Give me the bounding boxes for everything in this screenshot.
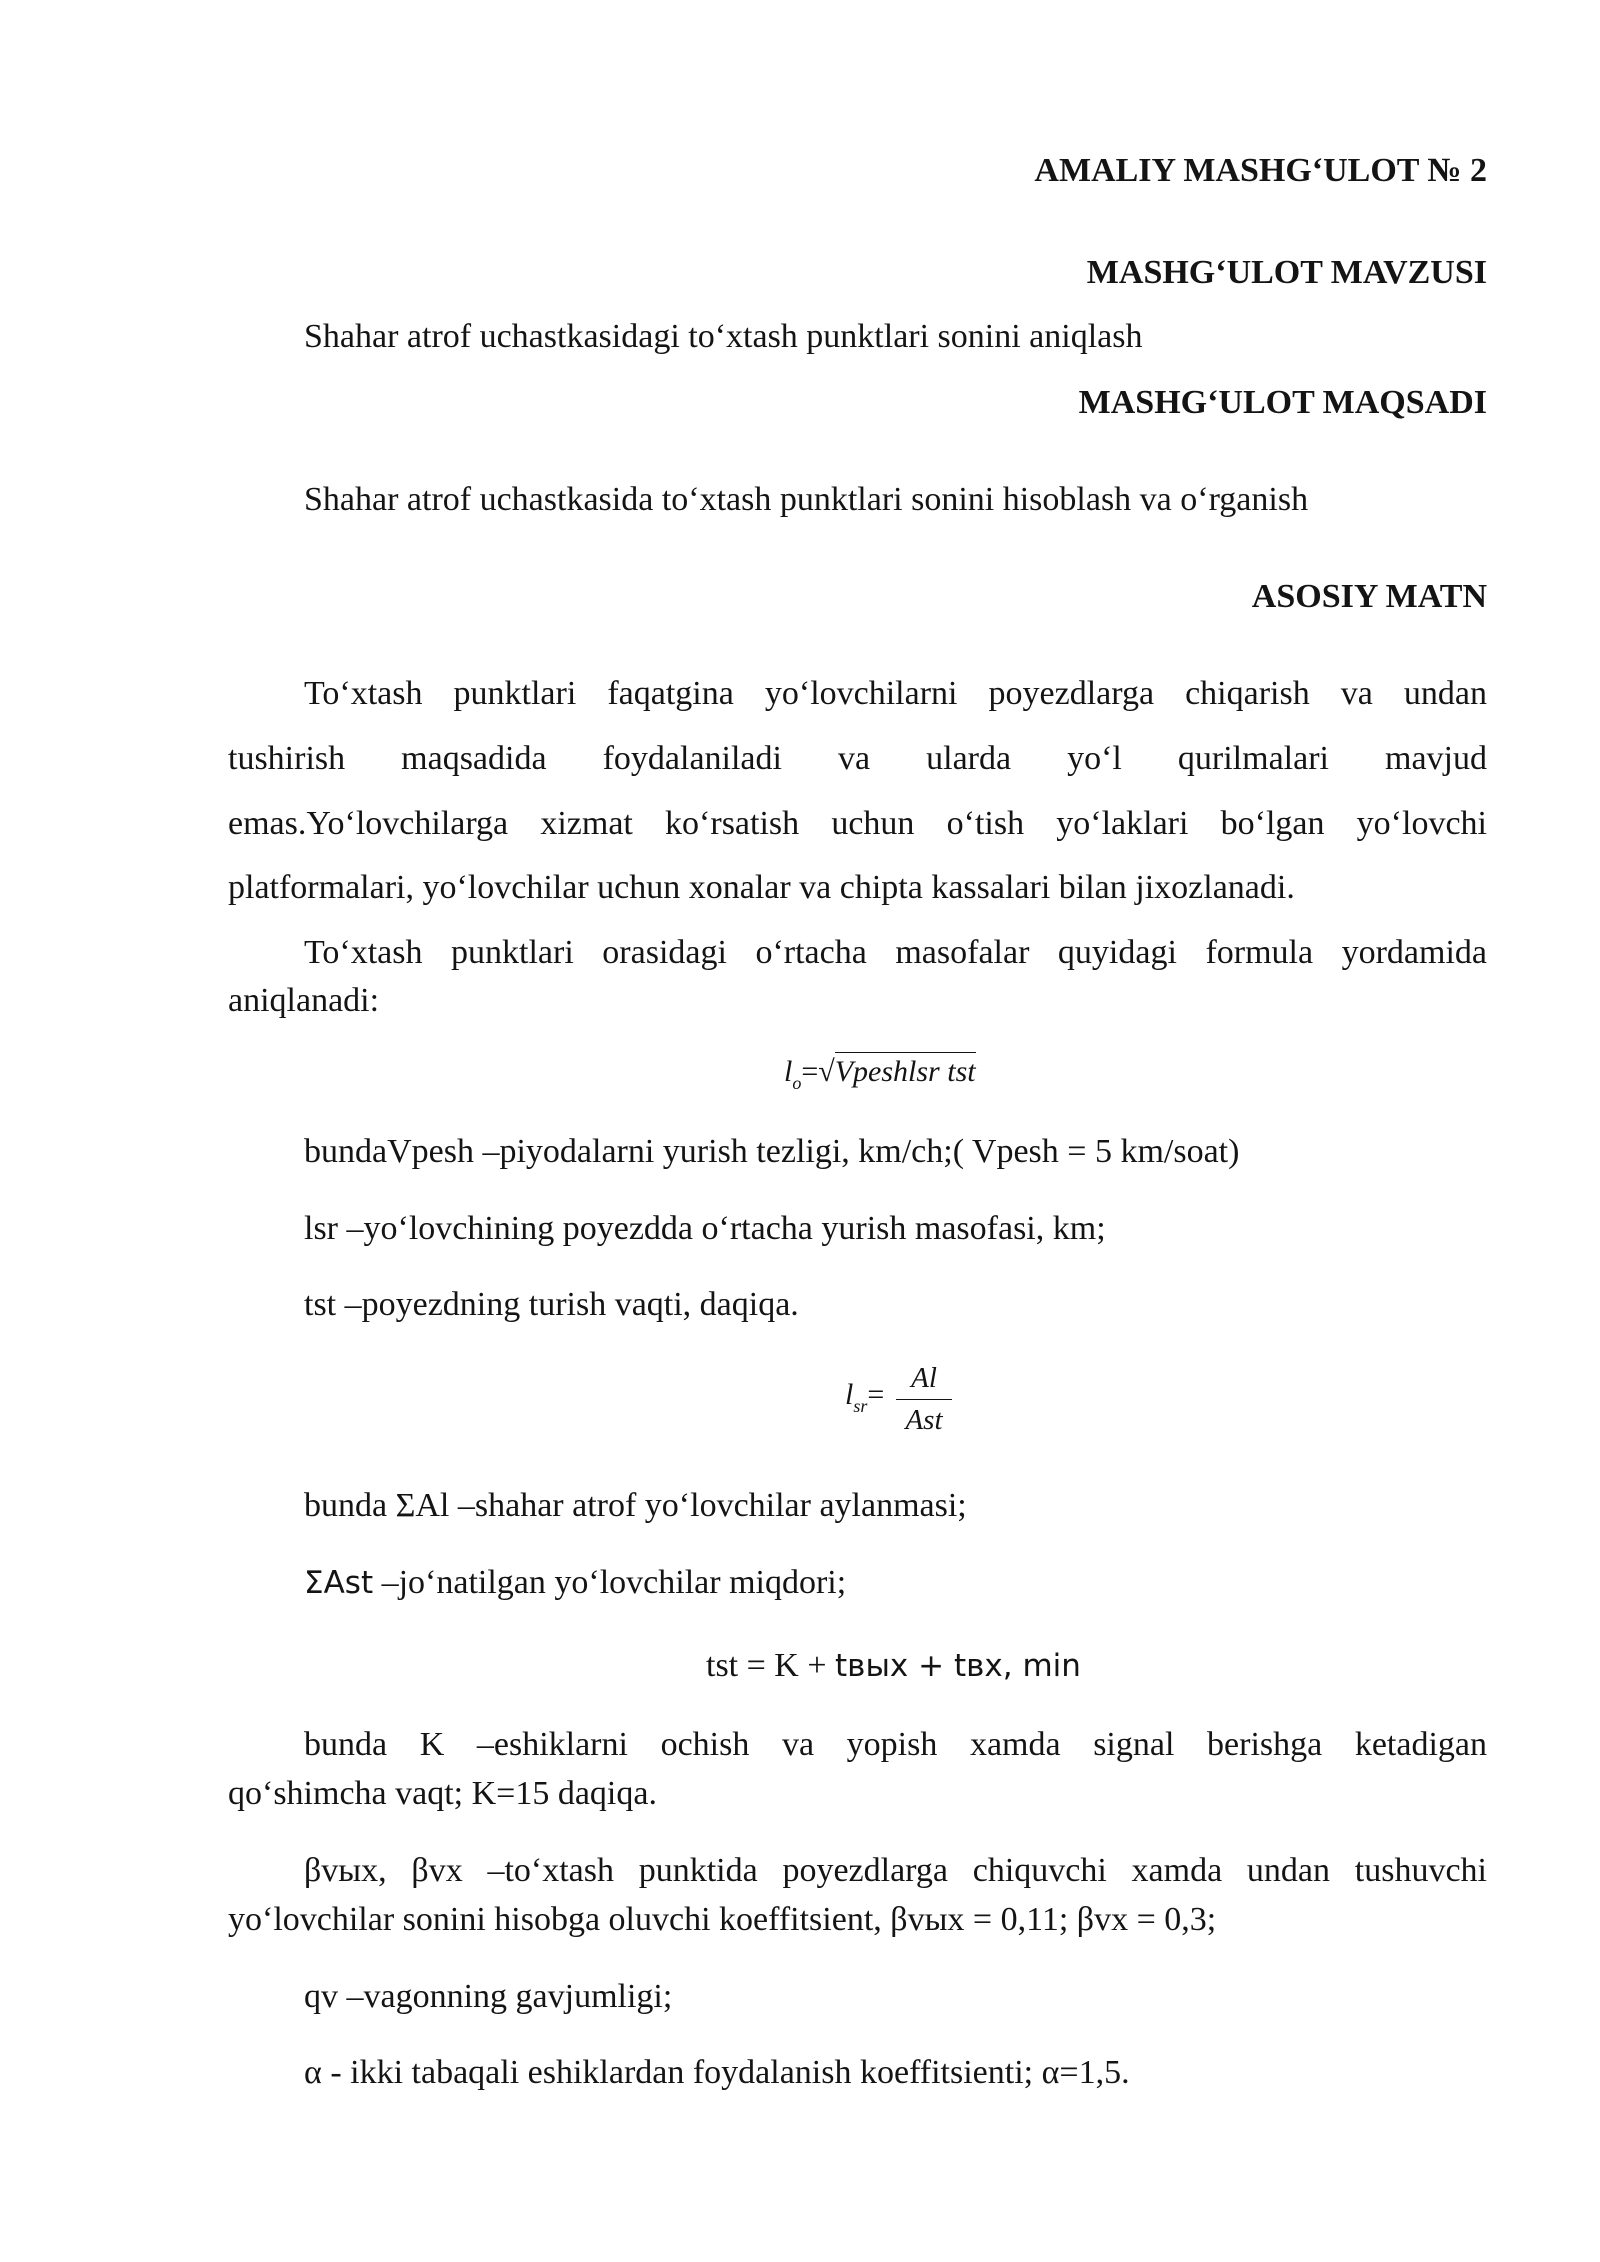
def-beta-line: βvых, βvх –to‘xtash punktida poyezdlarga chiquvchi xamda undan tushuvchi [304,1852,1487,1889]
fraction-numerator: Al [911,1362,937,1394]
def-ast [304,1564,846,1602]
formula-eq: = [801,1055,819,1088]
paragraph-line: tushirish maqsadida foydalaniladi va ularda yo‘l qurilmalari mavjud [228,740,1487,777]
goal-heading: MASHG‘ULOT MAQSADI [1078,384,1487,421]
def-qv: qv –vagonning gavjumligi; [304,1978,673,2015]
formula-lhs: l [784,1055,793,1088]
topic-heading: MASHG‘ULOT MAVZUSI [1086,254,1487,291]
document-title: AMALIY MASHG‘ULOT № 2 [1034,152,1487,189]
def-k-line: qo‘shimcha vaqt; K=15 daqiqa. [228,1775,657,1812]
main-heading: ASOSIY MATN [1251,578,1487,615]
def-beta-line: yo‘lovchilar sonini hisobga oluvchi koeffitsient, βvых = 0,11; βvх = 0,3; [228,1901,1217,1938]
fraction-denominator: Ast [905,1404,943,1436]
formula-lhs-sub: o [792,1073,802,1093]
topic-text: Shahar atrof uchastkasidagi to‘xtash punktlari sonini aniqlash [304,318,1143,355]
formula-lhs: l [845,1378,854,1411]
def-vpesh: bundaVpesh –piyodalarni yurish tezligi, km/ch;( Vpesh = 5 km/soat) [304,1133,1240,1170]
def-al: bunda ΣAl –shahar atrof yo‘lovchilar aylanmasi; [304,1487,967,1524]
formula-eq: = [867,1378,885,1411]
goal-text: Shahar atrof uchastkasida to‘xtash punktlari sonini hisoblash va o‘rganish [304,481,1309,518]
def-ast-text: –jo‘natilgan yo‘lovchilar miqdori; [373,1564,847,1601]
sqrt-sign: √ [818,1055,835,1088]
formula-lsr-fraction [896,1362,952,1437]
paragraph-line: To‘xtash punktlari faqatgina yo‘lovchilarni poyezdlarga chiqarish va undan [304,675,1487,712]
def-ast-symbol: ΣAst [304,1565,374,1601]
formula-radicand: Vpeshlsr tst [835,1052,976,1088]
formula-tst [706,1647,1081,1685]
formula-tst-part1: tst = K + [706,1647,836,1684]
fraction-bar [896,1399,952,1400]
paragraph-line: platformalari, yo‘lovchilar uchun xonalar va chipta kassalari bilan jixozlanadi. [228,869,1295,906]
formula-tst-part2: tвых + tвх, min [835,1648,1081,1684]
paragraph-line: emas.Yo‘lovchilarga xizmat ko‘rsatish uchun o‘tish yo‘laklari bo‘lgan yo‘lovchi [228,805,1487,842]
formula-lhs-sub: sr [853,1396,868,1416]
formula-lo [784,1055,976,1093]
def-lsr: lsr –yo‘lovchining poyezdda o‘rtacha yurish masofasi, km; [304,1210,1106,1247]
def-k-line: bunda K –eshiklarni ochish va yopish xamda signal berishga ketadigan [304,1726,1487,1763]
formula-lsr-lhs [845,1378,885,1416]
def-tst: tst –poyezdning turish vaqti, daqiqa. [304,1286,799,1323]
paragraph-line: aniqlanadi: [228,982,380,1019]
paragraph-line: To‘xtash punktlari orasidagi o‘rtacha masofalar quyidagi formula yordamida [304,934,1487,971]
def-alpha: α - ikki tabaqali eshiklardan foydalanish koeffitsienti; α=1,5. [304,2054,1130,2091]
